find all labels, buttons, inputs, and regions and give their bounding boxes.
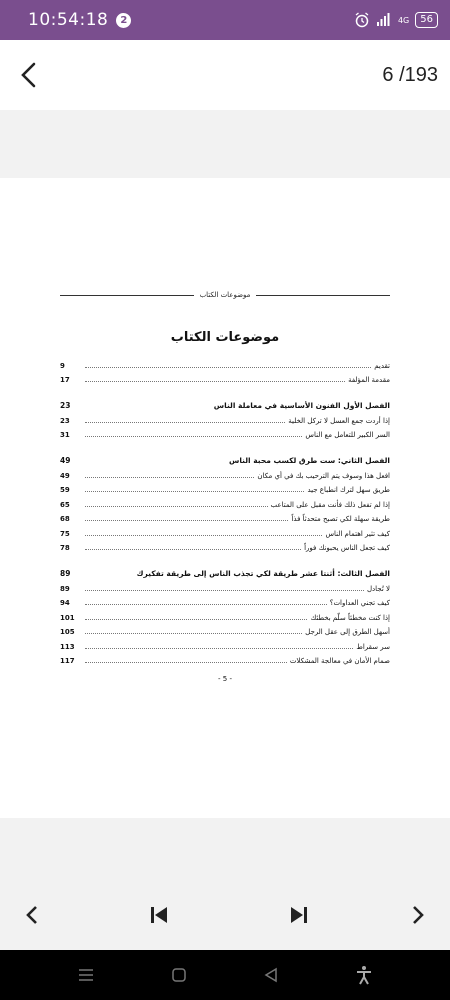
reader-navigation [0, 880, 450, 950]
next-page-button[interactable] [404, 901, 432, 929]
toc-entry-page: 78 [60, 544, 70, 552]
toc-entry [60, 425, 390, 440]
toc-entry [60, 509, 390, 524]
toc-leader [85, 520, 288, 521]
toc-leader [85, 422, 285, 423]
document-page-number: - 5 - [218, 675, 232, 683]
recents-button[interactable] [74, 963, 98, 987]
accessibility-button[interactable] [352, 963, 376, 987]
square-icon [171, 967, 187, 983]
toc-entry-label: كيف تجعل الناس يحبونك فوراً [304, 544, 390, 552]
toc-entry [60, 465, 390, 480]
toc-title: موضوعات الكتاب [170, 330, 280, 345]
toc-leader [85, 662, 287, 663]
status-left [28, 10, 131, 30]
document-content [60, 288, 390, 683]
toc-leader [85, 477, 254, 478]
toc-entry-label: الفصل الثالث: أثنتا عشر طريقة لكي تجذب الناس إلى طريقة تفكيرك [136, 569, 390, 578]
toc-entry-page: 117 [60, 657, 75, 665]
toc-leader [85, 604, 327, 605]
status-time: 10:54:18 [28, 10, 109, 30]
battery-indicator: 56 [415, 12, 438, 28]
skip-previous-icon [149, 905, 169, 925]
toc-entry-page: 75 [60, 529, 70, 538]
app-bar [0, 40, 450, 110]
toc-entry-label: تقديم [374, 361, 390, 370]
toc-chapter-heading [60, 449, 390, 465]
system-navigation-bar [0, 950, 450, 1000]
table-of-contents [60, 355, 390, 665]
toc-leader [85, 506, 268, 507]
toc-entry-page: 49 [60, 456, 71, 465]
toc-entry-label: الفصل الأول الفنون الأساسية في معاملة الناس [213, 401, 390, 410]
toc-leader [85, 535, 322, 536]
toc-entry-page: 23 [60, 401, 71, 410]
toc-entry [60, 622, 390, 637]
toc-leader [85, 491, 304, 492]
toc-leader [85, 648, 353, 649]
toc-entry-label: السر الكبير للتعامل مع الناس [305, 431, 390, 439]
toc-chapter-heading [60, 394, 390, 410]
back-button[interactable] [14, 60, 44, 90]
notification-badge: 2 [116, 13, 131, 28]
toc-leader [85, 381, 345, 382]
toc-entry-page: 68 [60, 515, 70, 523]
toc-entry-page: 89 [60, 584, 70, 593]
toc-entry-page: 105 [60, 628, 75, 636]
jump-controls [145, 901, 313, 929]
toc-entry-label: طريق سهل لترك انطباع جيد [307, 486, 390, 494]
toc-entry-label: صمام الأمان في معالجة المشكلات [289, 657, 390, 665]
toc-entry-page: 31 [60, 431, 70, 439]
toc-entry-page: 94 [60, 599, 70, 607]
toc-leader [85, 619, 307, 620]
toc-entry [60, 480, 390, 495]
page-counter: 6 /193 [382, 63, 438, 86]
toc-entry-page: 9 [60, 361, 65, 370]
toc-entry-label: الفصل الثاني: ست طرق لكسب محبة الناس [229, 456, 390, 465]
toc-entry [60, 370, 390, 385]
toc-entry-page: 59 [60, 486, 70, 494]
system-back-button[interactable] [259, 963, 283, 987]
triangle-back-icon [263, 967, 279, 983]
toc-leader [85, 590, 364, 591]
toc-entry [60, 410, 390, 425]
toc-entry-label: لا تُجادل [366, 584, 390, 593]
toc-entry-label: افعل هذا وسوف يتم الترحيب بك في أي مكان [257, 471, 390, 480]
last-page-button[interactable] [285, 901, 313, 929]
toc-entry [60, 538, 390, 553]
accessibility-icon [355, 965, 373, 985]
chevron-left-icon [18, 62, 40, 88]
toc-entry-label: أسهل الطرق إلى عقل الرجل [305, 628, 390, 636]
toc-entry-page: 17 [60, 376, 70, 384]
toc-entry [60, 494, 390, 509]
status-right [354, 12, 438, 28]
toc-entry-page: 89 [60, 569, 71, 578]
toc-entry-page: 101 [60, 613, 75, 622]
toc-entry [60, 578, 390, 593]
previous-page-button[interactable] [18, 901, 46, 929]
toc-entry [60, 636, 390, 651]
toc-entry-label: إذا لم تفعل ذلك فأنت مقبل على المتاعب [270, 500, 390, 509]
running-header-text: موضوعات الكتاب [194, 291, 257, 299]
home-button[interactable] [167, 963, 191, 987]
toc-leader [85, 633, 302, 634]
chevron-right-icon [411, 905, 425, 925]
first-page-button[interactable] [145, 901, 173, 929]
toc-entry-page: 65 [60, 500, 70, 509]
toc-entry-label: سر سقراط [356, 642, 390, 651]
toc-leader [85, 436, 302, 437]
toc-entry [60, 607, 390, 622]
toc-entry-label: إذا كنت مخطئاً سلّم بخطئك [310, 613, 390, 622]
menu-icon [78, 967, 94, 983]
status-bar [0, 0, 450, 40]
network-type: 4G [397, 15, 410, 25]
toc-entry-label: كيف تثير اهتمام الناس [325, 529, 390, 538]
toc-entry-page: 49 [60, 471, 70, 480]
toc-entry [60, 651, 390, 666]
alarm-icon [354, 12, 370, 28]
chevron-left-icon [25, 905, 39, 925]
toc-entry-label: إذا أردت جمع العسل لا تركل الخلية [288, 416, 390, 425]
toc-entry [60, 523, 390, 538]
toc-leader [85, 549, 301, 550]
toc-entry-label: طريقة سهلة لكي تصبح متحدثاً فذاً [291, 515, 390, 523]
toc-entry [60, 355, 390, 370]
skip-next-icon [289, 905, 309, 925]
toc-entry-label: مقدمة المؤلفة [348, 376, 390, 384]
toc-leader [85, 367, 371, 368]
toc-entry-label: كيف تجني العداوات؟ [329, 599, 390, 607]
toc-chapter-heading [60, 562, 390, 578]
document-page[interactable] [0, 178, 450, 818]
toc-entry [60, 593, 390, 608]
toc-entry-page: 23 [60, 416, 70, 425]
running-header [60, 288, 390, 302]
signal-icon [376, 12, 392, 28]
toc-entry-page: 113 [60, 642, 75, 651]
